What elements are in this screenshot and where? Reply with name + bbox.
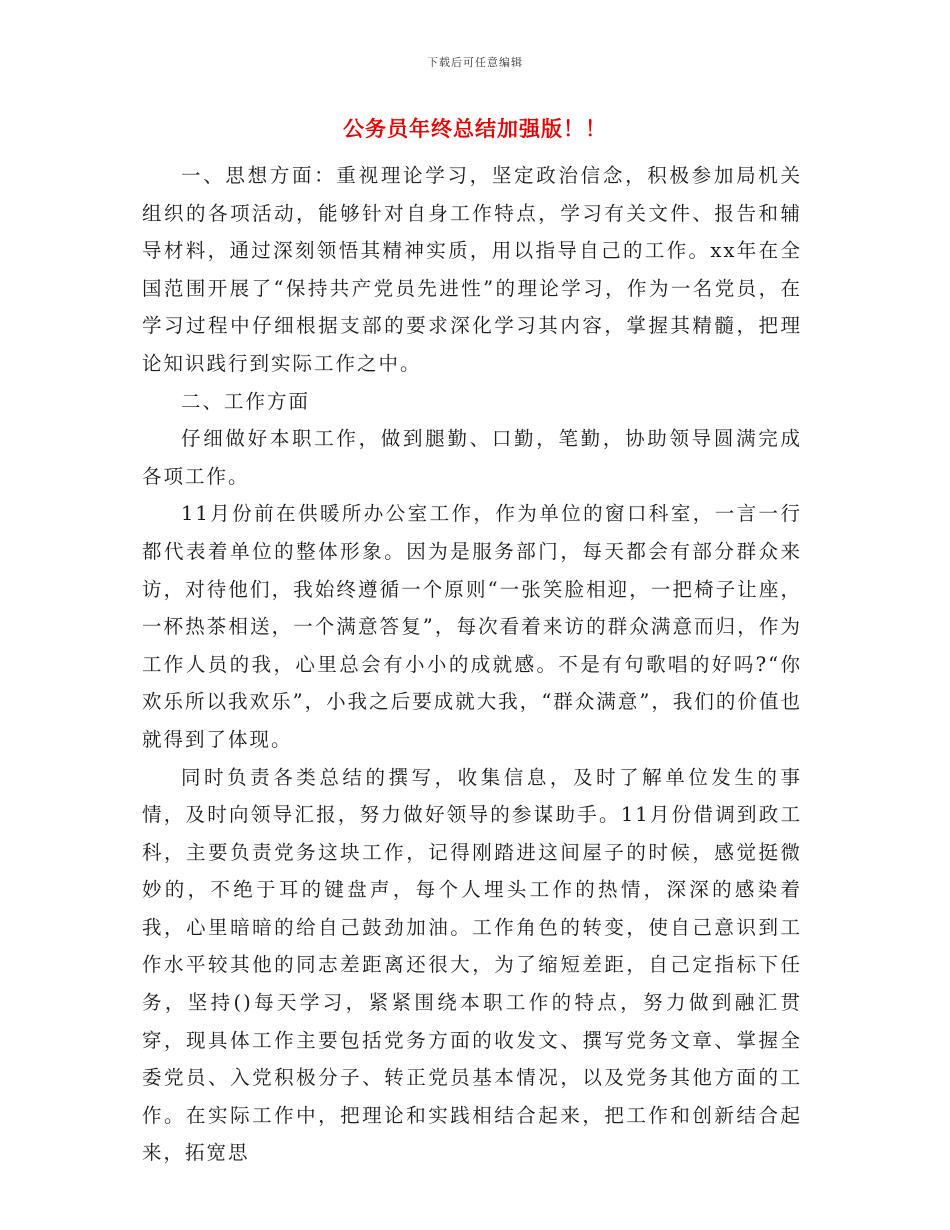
section-heading-work: 二、工作方面: [181, 389, 311, 413]
paragraph-ideology: 一、思想方面：重视理论学习，坚定政治信念，积极参加局机关组织的各项活动，能够针对自身工作特点，学习有关文件、报告和辅导材料，通过深刻领悟其精神实质，用以指导自己的工作。xx年在全国范围开展了“保持共产党员先进性”的理论学习，作为一名党员，在学习过程中仔细根据支部的要求深化学习其内容，掌握其精髓，把理论知识践行到实际工作之中。: [142, 164, 802, 375]
paragraph-party-work: 同时负责各类总结的撰写，收集信息，及时了解单位发生的事情，及时向领导汇报，努力做好领导的参谋助手。11月份借调到政工科，主要负责党务这块工作，记得刚踏进这间屋子的时候，感觉挺微妙的，不绝于耳的键盘声，每个人埋头工作的热情，深深的感染着我，心里暗暗的给自己鼓劲加油。工作角色的转变，使自己意识到工作水平较其他的同志差距离还很大，为了缩短差距，自己定指标下任务，坚持()每天学习，紧紧围绕本职工作的特点，努力做到融汇贯穿，现具体工作主要包括党务方面的收发文、撰写党务文章、掌握全委党员、入党积极分子、转正党员基本情况，以及党务其他方面的工作。在实际工作中，把理论和实践相结合起来，把工作和创新结合起来，拓宽思: [142, 765, 802, 1165]
document-body: [142, 157, 802, 1172]
paragraph-duties: 仔细做好本职工作，做到腿勤、口勤，笔勤，协助领导圆满完成各项工作。: [142, 427, 802, 488]
paragraph-office-work: 11月份前在供暖所办公室工作，作为单位的窗口科室，一言一行都代表着单位的整体形象。因为是服务部门，每天都会有部分群众来访，对待他们，我始终遵循一个原则“一张笑脸相迎，一把椅子让座，一杯热茶相送，一个满意答复”，每次看着来访的群众满意而归，作为工作人员的我，心里总会有小小的成就感。不是有句歌唱的好吗?“你欢乐所以我欢乐”，小我之后要成就大我，“群众满意”，我们的价值也就得到了体现。: [142, 502, 802, 751]
document-title: 公务员年终总结加强版！！: [343, 117, 607, 141]
header-note: 下载后可任意编辑: [427, 56, 523, 69]
